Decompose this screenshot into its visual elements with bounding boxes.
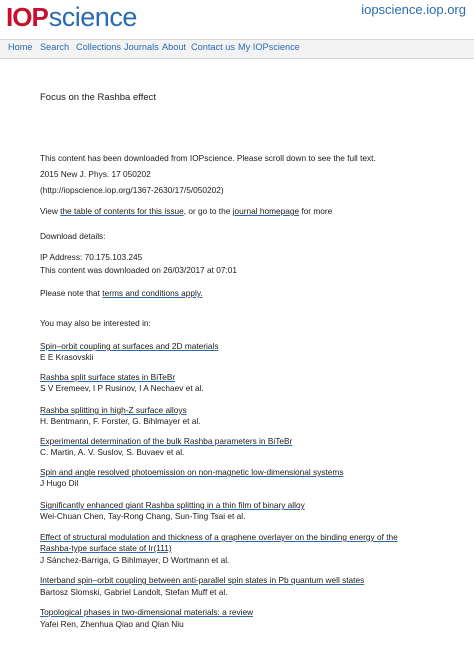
site-header <box>0 0 474 40</box>
related-title-7-cont[interactable]: Rashba-type surface state of Ir(111) <box>40 543 172 553</box>
site-url-link[interactable]: iopscience.iop.org <box>361 2 466 17</box>
related-authors-2: S V Eremeev, I P Rusinov, I A Nechaev et al. <box>40 383 204 393</box>
interested-heading: You may also be interested in: <box>40 318 151 328</box>
nav-contact-us[interactable]: Contact us <box>191 42 235 52</box>
downloaded-on: This content was downloaded on 26/03/2017 at 07:01 <box>40 265 237 275</box>
nav-bar <box>0 39 474 59</box>
related-authors-1: E E Krasovskii <box>40 352 94 362</box>
related-authors-8: Bartosz Slomski, Gabriel Landolt, Stefan Muff et al. <box>40 587 228 597</box>
doi-url: (http://iopscience.iop.org/1367-2630/17/5/050202) <box>40 185 224 195</box>
terms-link[interactable]: terms and conditions apply. <box>102 288 203 298</box>
related-authors-6: Wei-Chuan Chen, Tay-Rong Chang, Sun-Ting Tsai et al. <box>40 511 246 521</box>
related-title-3[interactable]: Rashba splitting in high-Z surface alloys <box>40 405 187 415</box>
terms-prefix: Please note that <box>40 288 103 298</box>
citation: 2015 New J. Phys. 17 050202 <box>40 169 151 179</box>
download-details-label: Download details: <box>40 231 106 241</box>
nav-my-iopscience[interactable]: My IOPscience <box>238 42 300 52</box>
download-note: This content has been downloaded from IOPscience. Please scroll down to see the full text. <box>40 153 376 163</box>
view-prefix: View <box>40 206 61 216</box>
nav-home[interactable]: Home <box>8 42 33 52</box>
related-authors-4: C. Martin, A. V. Suslov, S. Buvaev et al. <box>40 447 185 457</box>
toc-link[interactable]: the table of contents for this issue <box>60 206 184 216</box>
related-title-9[interactable]: Topological phases in two-dimensional materials: a review <box>40 607 254 617</box>
nav-collections[interactable]: Collections <box>76 42 121 52</box>
terms-line <box>40 288 203 299</box>
view-line <box>40 206 332 217</box>
related-title-8[interactable]: Interband spin–orbit coupling between anti-parallel spin states in Pb quantum well states <box>40 575 365 585</box>
related-title-6[interactable]: Significantly enhanced giant Rashba splitting in a thin film of binary alloy <box>40 500 305 510</box>
nav-about[interactable]: About <box>162 42 187 52</box>
view-middle: , or go to the <box>183 206 233 216</box>
ip-address: IP Address: 70.175.103.245 <box>40 252 143 262</box>
related-title-1[interactable]: Spin–orbit coupling at surfaces and 2D materials <box>40 341 219 351</box>
related-authors-9: Yafei Ren, Zhenhua Qiao and Qian Niu <box>40 619 184 629</box>
related-authors-3: H. Bentmann, F. Forster, G. Bihlmayer et al. <box>40 416 201 426</box>
nav-journals[interactable]: Journals <box>124 42 159 52</box>
iopscience-logo[interactable] <box>6 2 137 32</box>
logo-science-text: science <box>48 2 137 32</box>
related-title-2[interactable]: Rashba split surface states in BiTeBr <box>40 372 176 382</box>
related-authors-7: J Sánchez-Barriga, G Bihlmayer, D Wortmann et al. <box>40 555 230 565</box>
nav-search[interactable]: Search <box>40 42 70 52</box>
related-title-4[interactable]: Experimental determination of the bulk Rashba parameters in BiTeBr <box>40 436 293 446</box>
logo-iop-text: IOP <box>6 2 48 32</box>
related-title-5[interactable]: Spin and angle resolved photoemission on non-magnetic low-dimensional systems <box>40 467 344 477</box>
view-suffix: for more <box>299 206 333 216</box>
article-title: Focus on the Rashba effect <box>40 92 157 103</box>
related-title-7[interactable]: Effect of structural modulation and thickness of a graphene overlayer on the binding energy of the <box>40 532 398 542</box>
journal-homepage-link[interactable]: journal homepage <box>232 206 300 216</box>
related-authors-5: J Hugo Dil <box>40 478 79 488</box>
